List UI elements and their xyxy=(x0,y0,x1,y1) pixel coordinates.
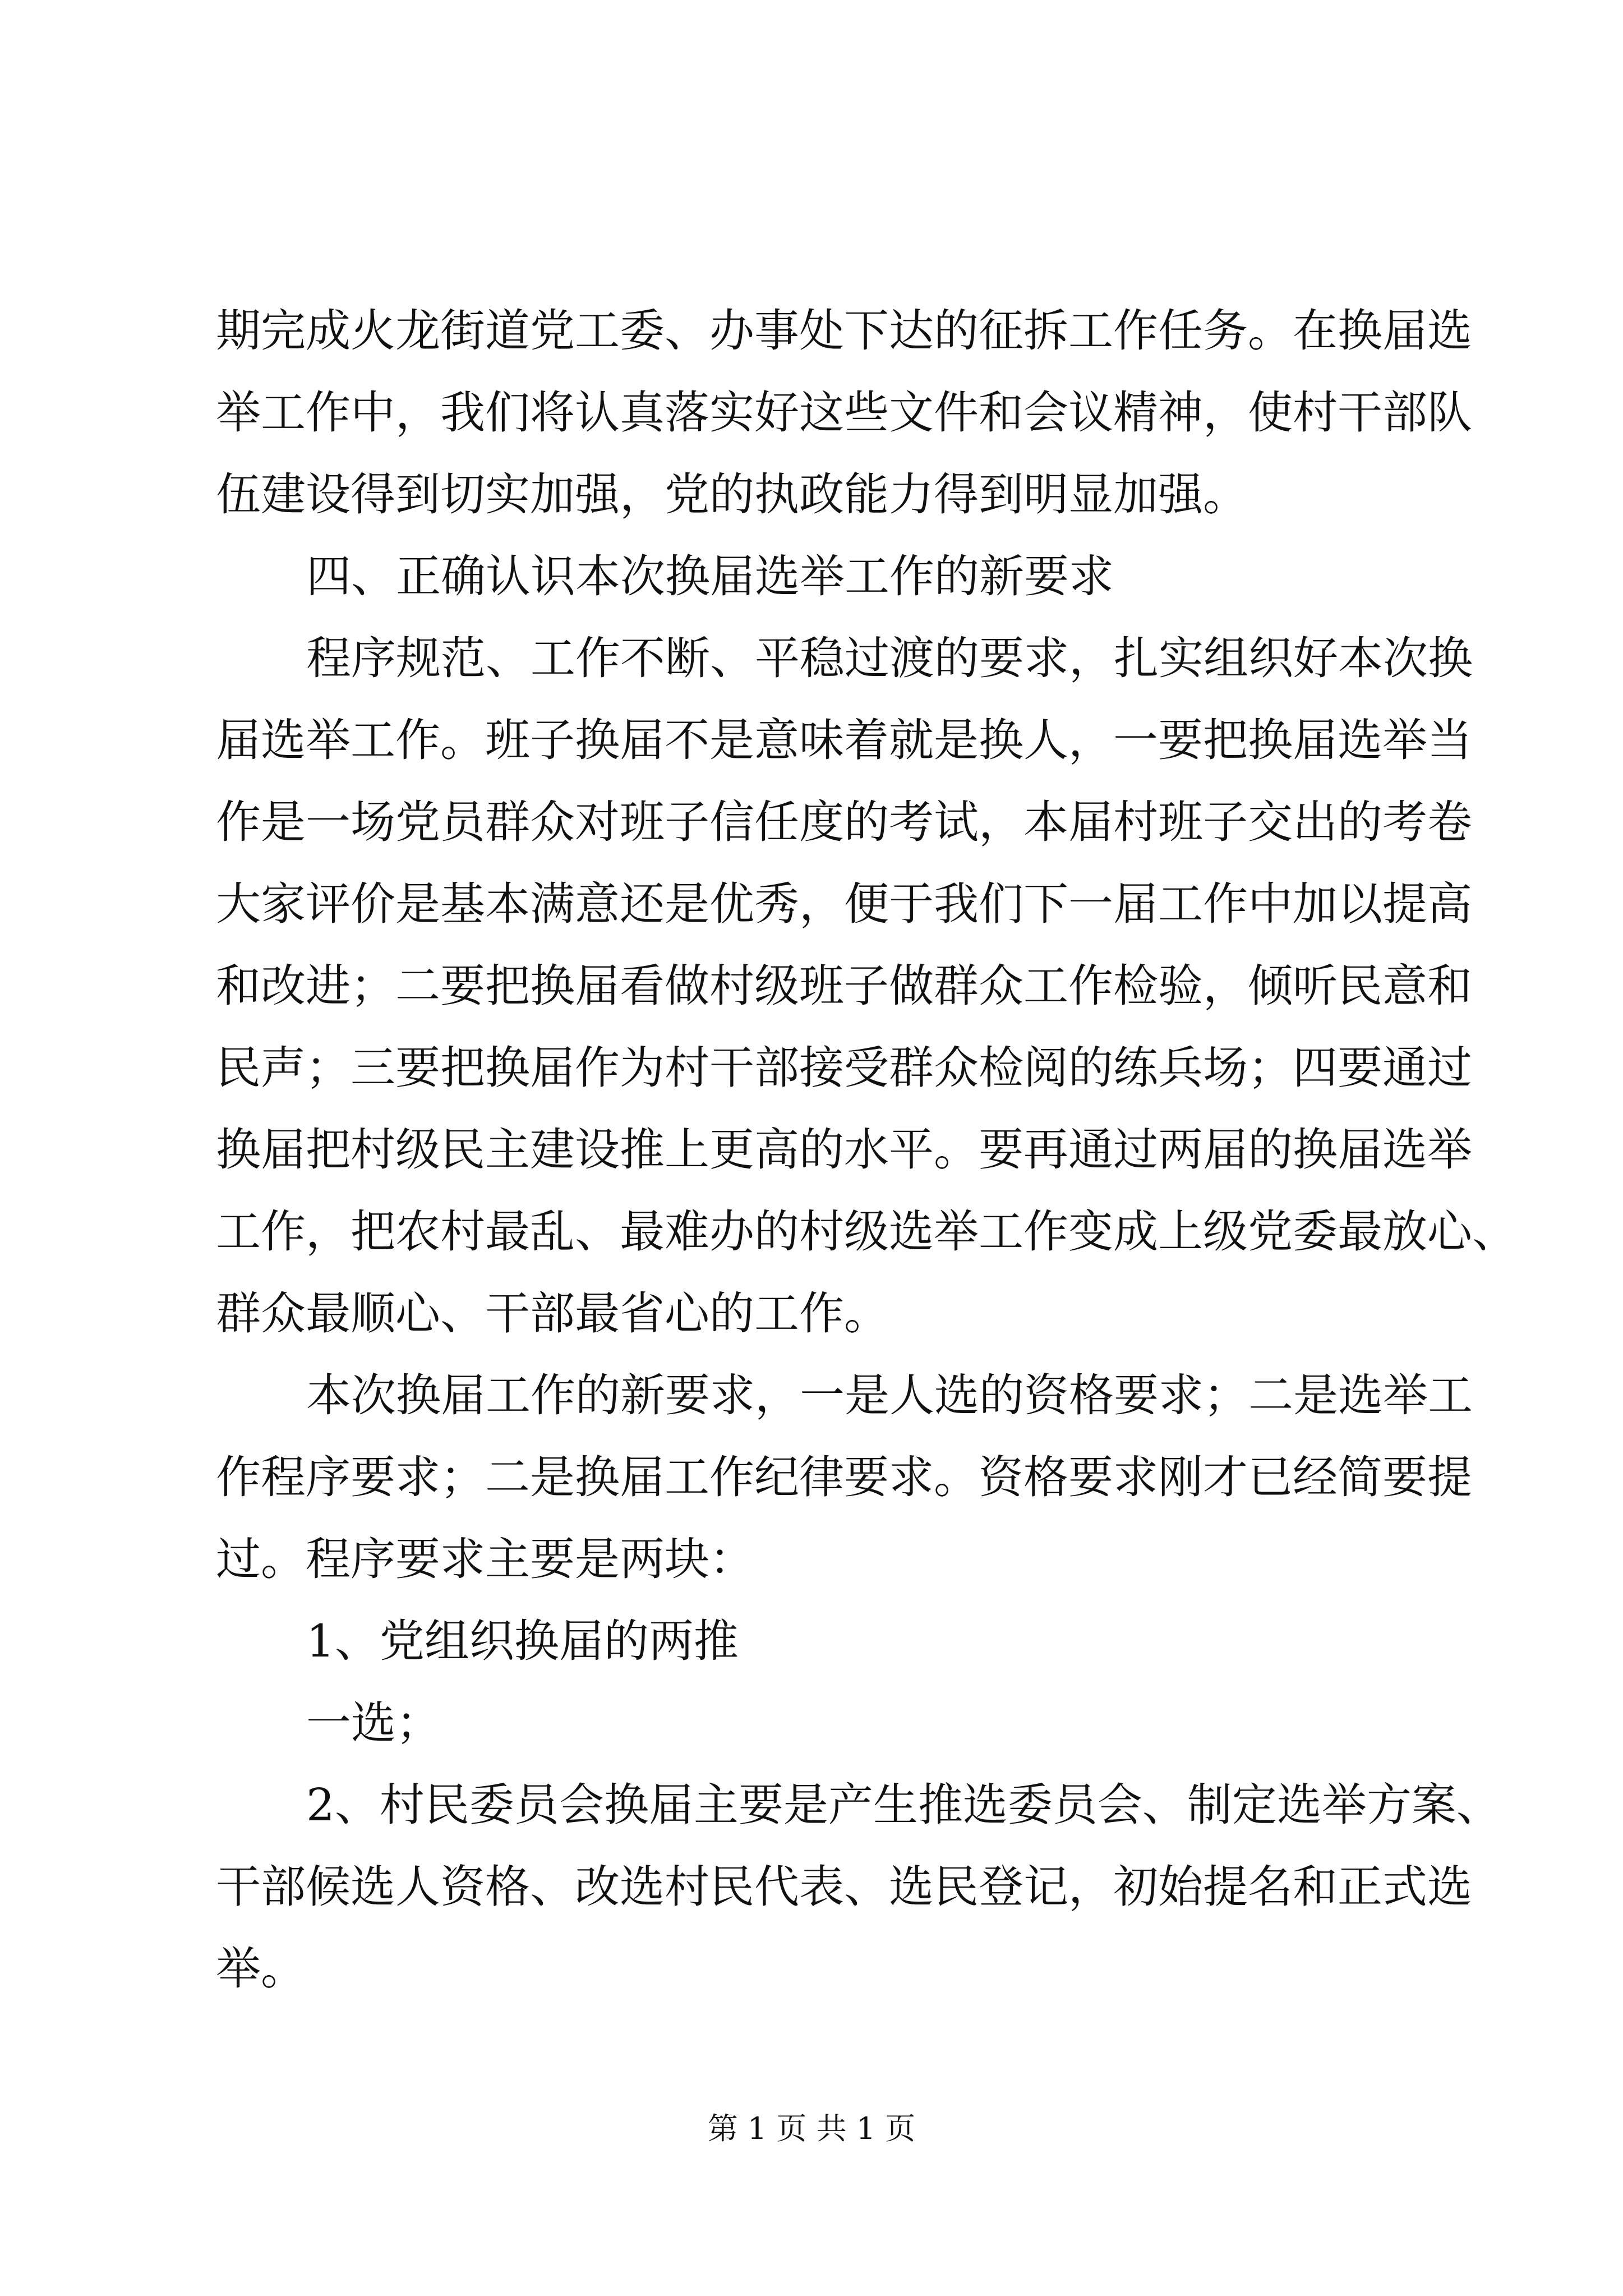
body-text-line: 民声；三要把换届作为村干部接受群众检阅的练兵场；四要通过 xyxy=(216,1042,1472,1094)
body-text-line: 举工作中，我们将认真落实好这些文件和会议精神，使村干部队 xyxy=(216,386,1472,439)
list-item-2: 2、村民委员会换届主要是产生推选委员会、制定选举方案、 xyxy=(306,1779,1501,1831)
body-text-line: 和改进；二要把换届看做村级班子做群众工作检验，倾听民意和 xyxy=(216,960,1472,1012)
body-text-line: 过。程序要求主要是两块： xyxy=(216,1533,754,1585)
body-text-line: 伍建设得到切实加强，党的执政能力得到明显加强。 xyxy=(216,468,1248,521)
body-text-line: 作程序要求；二是换届工作纪律要求。资格要求刚才已经简要提 xyxy=(216,1451,1472,1503)
body-text-line: 期完成火龙街道党工委、办事处下达的征拆工作任务。在换届选 xyxy=(216,305,1472,357)
body-text-line: 本次换届工作的新要求，一是人选的资格要求；二是选举工 xyxy=(306,1369,1473,1421)
section-heading: 四、正确认识本次换届选举工作的新要求 xyxy=(306,550,1114,602)
body-text-line: 群众最顺心、干部最省心的工作。 xyxy=(216,1287,889,1340)
body-text-line: 干部候选人资格、改选村民代表、选民登记，初始提名和正式选 xyxy=(216,1861,1472,1913)
page-footer: 第 1 页 共 1 页 xyxy=(707,2111,916,2146)
list-item-1: 1、党组织换届的两推 xyxy=(306,1615,739,1667)
body-text-line: 大家评价是基本满意还是优秀，便于我们下一届工作中加以提高 xyxy=(216,878,1472,930)
body-text-line: 届选举工作。班子换届不是意味着就是换人，一要把换届选举当 xyxy=(216,714,1472,766)
body-text-line: 作是一场党员群众对班子信任度的考试，本届村班子交出的考卷 xyxy=(216,796,1472,848)
body-text-line: 举。 xyxy=(216,1943,306,1995)
body-text-line: 一选； xyxy=(306,1697,441,1749)
body-text-line: 工作，把农村最乱、最难办的村级选举工作变成上级党委最放心、 xyxy=(216,1205,1517,1258)
body-text-line: 换届把村级民主建设推上更高的水平。要再通过两届的换届选举 xyxy=(216,1124,1472,1176)
body-text-line: 程序规范、工作不断、平稳过渡的要求，扎实组织好本次换 xyxy=(306,632,1473,684)
